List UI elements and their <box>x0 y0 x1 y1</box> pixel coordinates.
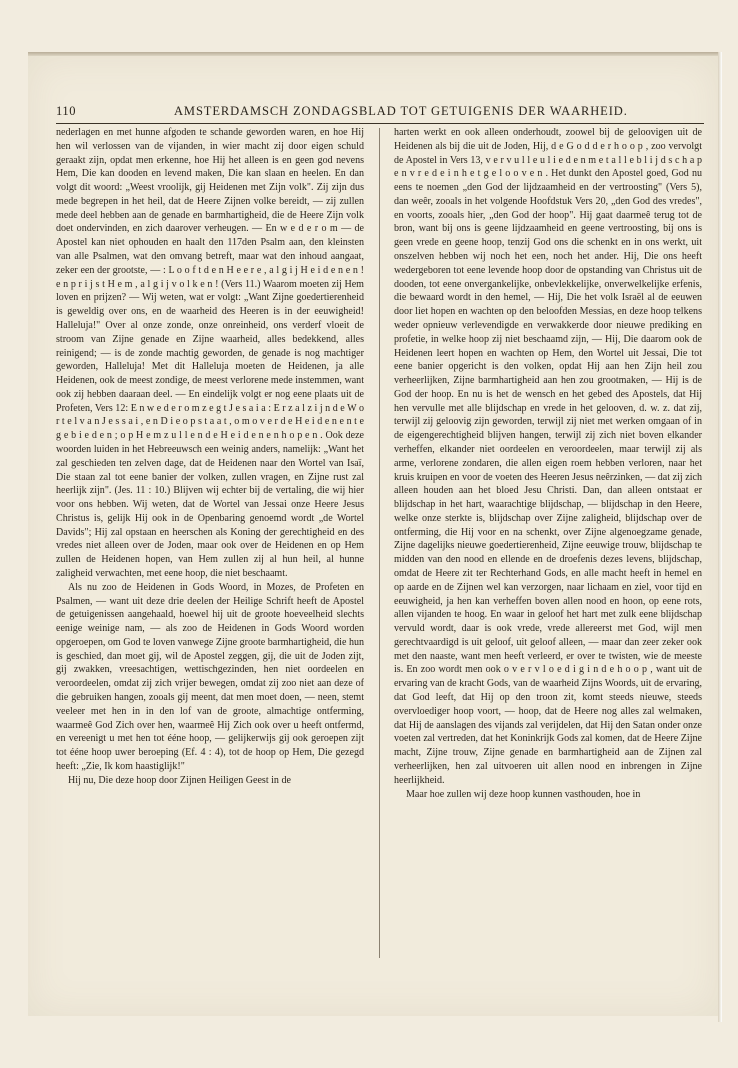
header-rule <box>56 123 704 124</box>
left-column <box>56 126 364 788</box>
right-paragraph-1: harten werkt en ook alleen onderhoudt, zoowel bij de geloovigen uit de Heidenen als bij die uit de Joden, Hij, d e G o d d e r h o o p , zoo vervolgt de Apostel in Vers 13, v e r v u l l e u l i e d e n m e t a l l e b l i j d s c h a p e n v r e d e i n h e t g e l o o v e n . Het dunkt den Apostel goed, God nu eens te noemen „den God der lijdzaamheid en der vertroosting" (Vers 5), dan weêr, zooals in het volgende Hoofdstuk Vers 20, „den God des vredes", en voorts, zooals hier, „den God der hoop". Hij gaat daarmeê terug tot de bron, want bij ons is geene lijdzaamheid en geene vertroosting, bij ons is geen vrede en geene hoop, tenzij God ons die schenkt en in ons werkt, uit onszelven hebben wij noch het een, noch het ander. Hij, Die ons heeft wedergeboren tot eene levende hoop door de opstanding van Christus uit de dooden, tot eene onvergankelijke, onbevlekkelijke, onverwelkelijke erfenis, die bewaard wordt in den hemel, — Hij, Die het volk Israël al de eeuwen door liet hopen en wachten op den beloofden Messias, en deze hoop telkens weder opnieuw verlevendigde en verwakkerde door nieuwe prediking en profetie, in welke hoop zij niet beschaamd zijn, — Hij, Die daarom ook de Heidenen leert hopen en wachten op Hem, den Wortel uit Jessai, Die tot eene banier opgericht is den volken, opdat Hij aan hen Zijn heil zou verheerlijken, Zijne barmhartigheid aan hen zou grootmaken, — Hij is de God der hoop. En nu is het de wensch en het gebed des Apostels, dat Hij hen vervulle met alle blijdschap en vrede in het gelooven, d. w. z. dat zij, terwijl zij geloovig zijn geworden, terwijl zij niet met werken omgaan of in de eigengerechtigheid blijven hangen, terwijl zij zich niet boven elkander verheffen, elkander niet oordeelen en veroordeelen, maar terwijl zij als arme, verlorene zondaren, die allen eigen roem hebben verloren, naar het kruis kruipen en voor de voeten des Heeren Jesus neêrzinken, — dat zij zich alleen houden aan het bloed Jesu Christi. Dan, dan alleen ontstaat er blijdschap in het hart, waarachtige blijdschap, — blijdschap in den Heere, welke onze sterkte is, blijdschap over Zijne zaligheid, blijdschap over de ontferming, die Hij voor en na schenkt, over Zijne algenoegzame genade, Zijne dagelijks nieuwe goedertierenheid, Zijne eeuwige trouw, blijdschap te midden van den nood en ellende en de droefenis dezes levens, blijdschap, omdat de Heere zit ter Rechterhand Gods, en alle macht heeft in hemel en op aarde en de Zijnen wel kan verzorgen, naar lichaam en ziel, voor tijd en eeuwigheid, ja hen kan verheffen boven allen nood en hoon, op eene rots, allen vijanden te hoog. En waar in geloof het hart met zulk eene blijdschap vervuld wordt, daar is ook vrede, vrede allereerst met God, wijl men gerechtvaardigd is uit geloof, uit geloof alleen, — maar dan zeer zeker ook met den naaste, want men heeft verleerd, er over te twisten, wie de meeste is. En zoo wordt men ook o v e r v l o e d i g i n d e h o o p , want uit de ervaring van de kracht Gods, van de waarheid Zijns Woords, uit de ervaring, dat God leeft, dat Hij op den troon zit, komt steeds nieuwe, steeds overvloediger hoop voort, — hoop, dat de Heere nog alles zal welmaken, dat Hij de aanslagen des vijands zal verijdelen, dat Hij den Satan onder onze voeten zal vertreden, dat het Koninkrijk Gods zal komen, dat de Heere Zijne macht, Zijne trouw, Zijne genade en barmhartigheid aan de Zijnen zal verheerlijken, hen zal uitvoeren uit allen nood en inbrengen in Zijne heerlijkheid. <box>394 127 702 786</box>
page-number: 110 <box>56 104 77 118</box>
right-paragraph-2: Maar hoe zullen wij deze hoop kunnen vasthouden, hoe in <box>406 788 641 800</box>
right-column <box>394 126 702 801</box>
page-right-edge <box>718 52 722 1022</box>
column-divider <box>379 128 380 958</box>
left-paragraph-2: Als nu zoo de Heidenen in Gods Woord, in Mozes, de Profeten en Psalmen, — want uit deze drie deelen der Heilige Schrift heeft de Apostel de getuigenissen aangehaald, hoewel hij uit de groote hoeveelheid slechts eenige weinige nam, — als zoo de Heidenen in Gods Woord worden opgeroepen, om God te loven vanwege Zijne groote barmhartigheid, die hun is geschied, dan moet gij, wil de Apostel zeggen, gij, die uit de Joden zijt, gij zwakken, vreesachtigen, wettischgezinden, hen niet oordeelen en veroordeelen, omdat zij zich vrijer bewegen, omdat zij zoo niet aan deze of die gebruiken hangen, zooals gij meent, dat men moet doen, — neen, stemt veeleer met hen in in den lof van de groote, almachtige ontferming, waarmeê God Zich over hen, waarmeê Hij Zich ook over u heeft ontfermd, en vereenigt u met hen tot ééne hoop, — gelijkerwijs gij ook geroepen zijt tot ééne hoop uwer beroeping (Ef. 4 : 4), tot de hoop op Hem, Die gezegd heeft: „Zie, Ik kom haastiglijk!" <box>56 581 365 772</box>
left-paragraph-1: nederlagen en met hunne afgoden te schande geworden waren, en hoe Hij hen wil verlossen van de vijanden, in wier macht zij door eigen schuld geraakt zijn, opdat men erkenne, hoe Hij het alleen is en geen god nevens Hem, Die kan dooden en levend maken, Die kan slaan en heelen. En dan volgt dit woord: „Weest vroolijk, gij Heidenen met Zijn volk". Zij zijn dus mede begrepen in het heil, dat de Heere Zijnen volke bereidt, — zij zullen mede deel hebben aan de genade en barmhartigheid, die de Heere Zijn volk doet ondervinden, en zich daarover verheugen. — En w e d e r o m — de Apostel kan niet ophouden en haalt den 117den Psalm aan, den kleinsten van alle Psalmen, wat den omvang betreft, maar wat den inhoud aangaat, zeker een der grootste, — : L o o f t d e n H e e r e , a l g i j H e i d e n e n ! e n p r i j s t H e m , a l g i j v o l k e n ! (Vers 11.) Waarom moeten zij Hem loven en prijzen? — Wij weten, wat er volgt: „Want Zijne goedertierenheid is geweldig over ons, en de waarheid des Heeren is in der eeuwigheid! Halleluja!" Over al onze zonde, onze onreinheid, ons verderf vloeit de stroom van Zijne genade en Zijne waarheid, alles bedekkend, alles reinigend; — is de zonde machtig geworden, de genade is nog machtiger geworden, Halleluja! Met dit Halleluja moeten de Heidenen, ja alle Heidenen, ook de meest zondige, de meest verlorene mede instemmen, want ook zij hebben daaraan deel. — En eindelijk volgt er nog eene plaats uit de Profeten, Vers 12: E n w e d e r o m z e g t J e s a i a : E r z a l z i j n d e W o r t e l v a n J e s s a i , e n D i e o p s t a a t , o m o v e r d e H e i d e n e n t e g e b i e d e n ; o p H e m z u l l e n d e H e i d e n e n h o p e n . Ook deze woorden luiden in het Hebreeuwsch een weinig anders, namelijk: „Want het zal geschieden ten zelven dage, dat de Heidenen naar den Wortel van Isaï, Die staan zal tot eene banier der volken, zullen vragen, en Zijne rust zal heerlijk zijn". (Jes. 11 : 10.) Blijven wij echter bij de vertaling, die wij hier voor ons hebben. Wij weten, dat de Wortel van Jessai onze Heere Jesus Christus is, gelijk Hij ook in de Openbaring genoemd wordt „de Wortel Davids"; Hij zal opstaan en heerschen als Koning der gerechtigheid en des vredes niet alleen over de Joden, maar ook over de Heidenen en op Hem zullen de Heidenen hopen, van Hem zullen zij al hun heil, al hunne zaligheid verwachten, met eene hoop, die niet beschaamt. <box>56 127 364 579</box>
left-paragraph-3: Hij nu, Die deze hoop door Zijnen Heiligen Geest in de <box>68 774 291 786</box>
running-head: AMSTERDAMSCH ZONDAGSBLAD TOT GETUIGENIS DER WAARHEID. <box>174 104 628 118</box>
page-header <box>56 104 704 122</box>
